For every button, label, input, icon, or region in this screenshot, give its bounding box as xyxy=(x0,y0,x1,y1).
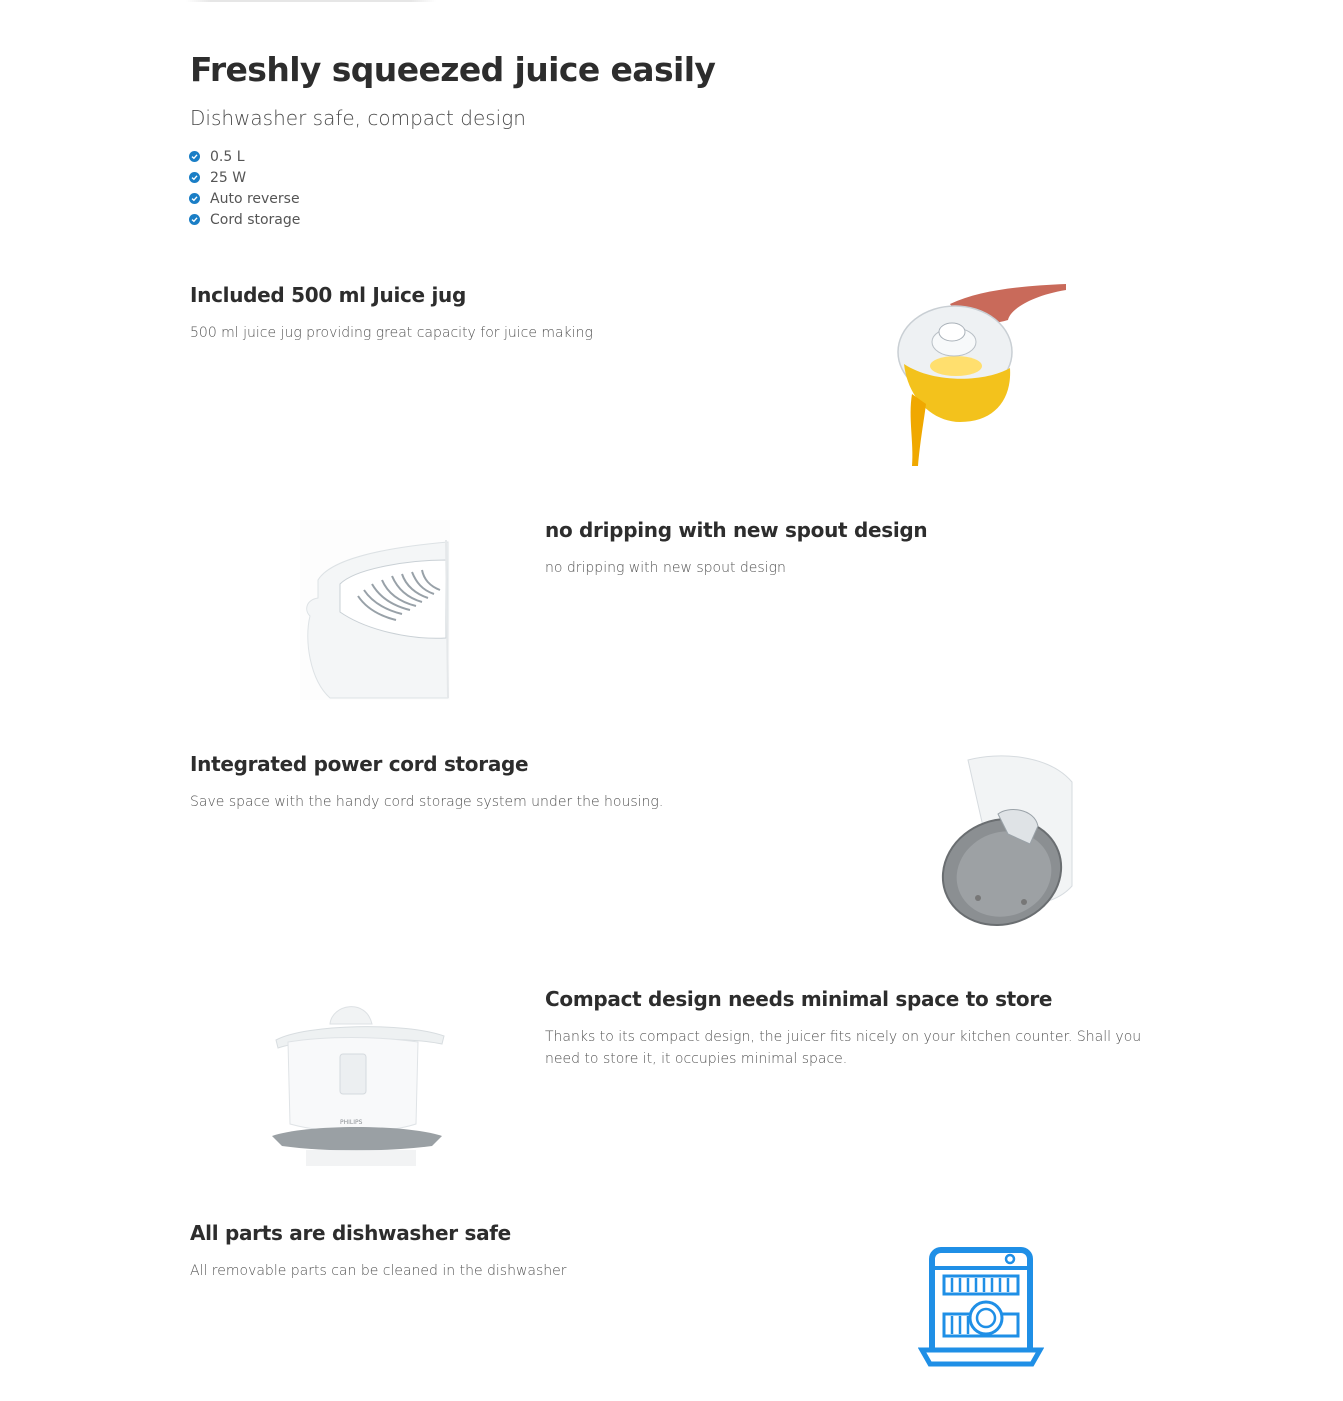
feature-desc-dishwasher: All removable parts can be cleaned in the dishwasher xyxy=(190,1263,567,1279)
spec-label: Cord storage xyxy=(210,211,301,228)
spec-item xyxy=(189,146,300,167)
spec-item xyxy=(189,188,300,209)
top-divider xyxy=(186,0,436,2)
dishwasher-icon xyxy=(918,1246,1044,1370)
spec-list xyxy=(189,146,300,230)
checkmark-icon xyxy=(189,214,200,225)
feature-desc-cord-storage: Save space with the handy cord storage system under the housing. xyxy=(190,794,664,810)
feature-title-spout: no dripping with new spout design xyxy=(545,518,928,542)
feature-desc-juice-jug: 500 ml juice jug providing great capacity for juice making xyxy=(190,325,593,341)
feature-title-juice-jug: Included 500 ml Juice jug xyxy=(190,283,466,307)
feature-desc-spout: no dripping with new spout design xyxy=(545,560,786,576)
page-title: Freshly squeezed juice easily xyxy=(190,50,716,89)
checkmark-icon xyxy=(189,172,200,183)
checkmark-icon xyxy=(189,193,200,204)
spec-label: 0.5 L xyxy=(210,148,245,165)
brand-logo: PHILIPS xyxy=(340,1119,363,1126)
spout-detail-image xyxy=(300,520,450,700)
checkmark-icon xyxy=(189,151,200,162)
cord-storage-base-image xyxy=(938,752,1078,932)
page-subtitle: Dishwasher safe, compact design xyxy=(190,106,526,130)
feature-desc-compact: Thanks to its compact design, the juicer fits nicely on your kitchen counter. Shall you need to store it, it occupies minimal space. xyxy=(545,1029,1142,1067)
spec-item xyxy=(189,209,300,230)
feature-title-compact: Compact design needs minimal space to store xyxy=(545,987,1053,1011)
feature-title-dishwasher: All parts are dishwasher safe xyxy=(190,1221,511,1245)
spec-label: 25 W xyxy=(210,169,247,186)
spec-item xyxy=(189,167,300,188)
compact-juicer-image xyxy=(266,994,448,1170)
spec-label: Auto reverse xyxy=(210,190,300,207)
feature-title-cord-storage: Integrated power cord storage xyxy=(190,752,529,776)
juice-jug-pouring-image xyxy=(890,282,1070,468)
